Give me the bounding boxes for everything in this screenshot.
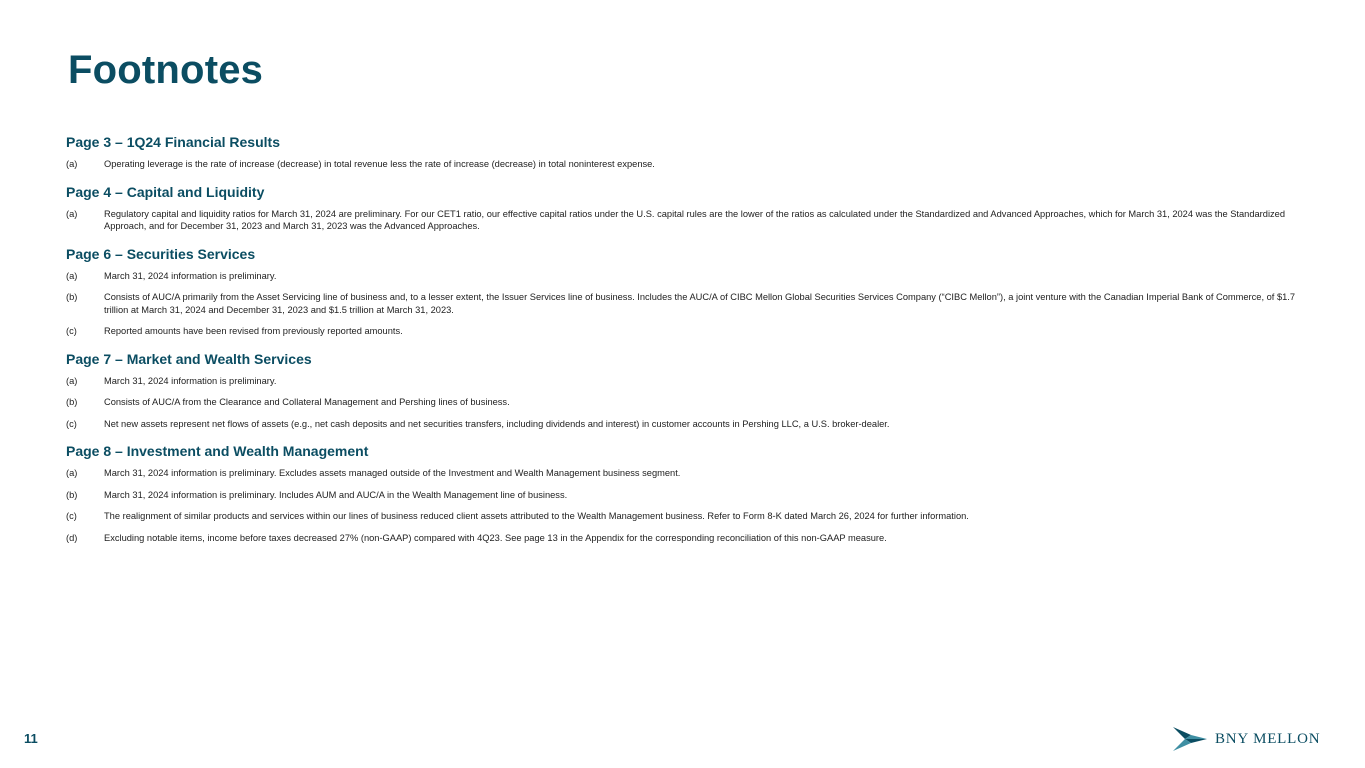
footnote-text: Reported amounts have been revised from previously reported amounts. xyxy=(104,326,403,336)
footnote-section xyxy=(66,132,1311,171)
section-heading: Page 8 – Investment and Wealth Management xyxy=(66,443,369,459)
section-heading: Page 3 – 1Q24 Financial Results xyxy=(66,134,280,150)
footnote-text: March 31, 2024 information is preliminary. Excludes assets managed outside of the Investment and Wealth Management business segment. xyxy=(104,468,681,478)
footnote-marker: (c) xyxy=(66,511,77,521)
section-heading: Page 6 – Securities Services xyxy=(66,245,256,262)
footnote-item xyxy=(66,467,1311,480)
bny-mellon-logo-icon xyxy=(1173,725,1207,753)
footnote-item xyxy=(66,532,1311,545)
footnote-marker: (c) xyxy=(66,326,77,336)
footnote-marker: (a) xyxy=(66,159,78,169)
footnote-marker: (a) xyxy=(66,270,78,281)
footnote-marker: (a) xyxy=(66,208,78,219)
footnote-text: Operating leverage is the rate of increase (decrease) in total revenue less the rate of increase (decrease) in total noninterest expense. xyxy=(104,159,655,169)
footnotes-list xyxy=(66,132,1311,555)
footnote-item xyxy=(66,208,1311,233)
footnote-item xyxy=(66,489,1311,502)
footnote-text: March 31, 2024 information is preliminary. xyxy=(104,270,277,281)
footnote-marker: (b) xyxy=(66,397,78,407)
page-number: 11 xyxy=(24,731,38,746)
footnote-section xyxy=(66,244,1311,338)
footnote-item xyxy=(66,325,1311,338)
footnote-item xyxy=(66,396,1311,409)
footnote-item xyxy=(66,270,1311,283)
footnote-marker: (b) xyxy=(66,292,78,302)
footnote-section xyxy=(66,441,1311,544)
footnote-marker: (a) xyxy=(66,468,78,478)
footnote-text: March 31, 2024 information is preliminary. xyxy=(104,375,277,386)
footnote-text: Regulatory capital and liquidity ratios for March 31, 2024 are preliminary. For our CET1 ratio, our effective capital ratios under the U.S. capital rules are the lower of the ratios as calculated under the Standardized and Advanced Approaches, which for March 31, 2024 was the Standardized Approach, and for December 31, 2023 and March 31, 2023 was the Advanced Approaches. xyxy=(104,208,1286,231)
footnote-item xyxy=(66,375,1311,388)
footnote-section xyxy=(66,182,1311,233)
footnote-marker: (b) xyxy=(66,489,78,500)
logo-text: BNY MELLON xyxy=(1215,730,1321,747)
bny-mellon-logo xyxy=(1173,723,1320,755)
footnote-text: The realignment of similar products and services within our lines of business reduced client assets attributed to the Wealth Management business. Refer to Form 8-K dated March 26, 2024 for further information. xyxy=(104,511,969,521)
section-heading: Page 4 – Capital and Liquidity xyxy=(66,183,265,200)
footnote-marker: (a) xyxy=(66,375,78,386)
footnote-item xyxy=(66,510,1311,523)
page-title: Footnotes xyxy=(68,48,264,92)
footnote-text: Consists of AUC/A from the Clearance and Collateral Management and Pershing lines of business. xyxy=(104,397,510,407)
footnote-text: Excluding notable items, income before taxes decreased 27% (non-GAAP) compared with 4Q23. See page 13 in the Appendix for the corresponding reconciliation of this non-GAAP measure. xyxy=(104,532,887,543)
footnote-item xyxy=(66,158,1311,171)
footnote-section xyxy=(66,349,1311,431)
footnote-item xyxy=(66,418,1311,431)
footnote-marker: (c) xyxy=(66,418,77,429)
footnote-text: March 31, 2024 information is preliminary. Includes AUM and AUC/A in the Wealth Management line of business. xyxy=(104,489,568,500)
footnote-text: Consists of AUC/A primarily from the Asset Servicing line of business and, to a lesser extent, the Issuer Services line of business. Includes the AUC/A of CIBC Mellon Global Securities Services Company (“CIBC Mellon”), a joint venture with the Canadian Imperial Bank of Commerce, of $1.7 trillion at March 31, 2024 and December 31, 2023 and $1.5 trillion at March 31, 2023. xyxy=(104,292,1296,315)
footnote-item xyxy=(66,291,1311,316)
footnote-marker: (d) xyxy=(66,532,78,543)
section-heading: Page 7 – Market and Wealth Services xyxy=(66,350,312,367)
footnote-text: Net new assets represent net flows of assets (e.g., net cash deposits and net securities transfers, including dividends and interest) in customer accounts in Pershing LLC, a U.S. broker-dealer. xyxy=(104,418,890,429)
